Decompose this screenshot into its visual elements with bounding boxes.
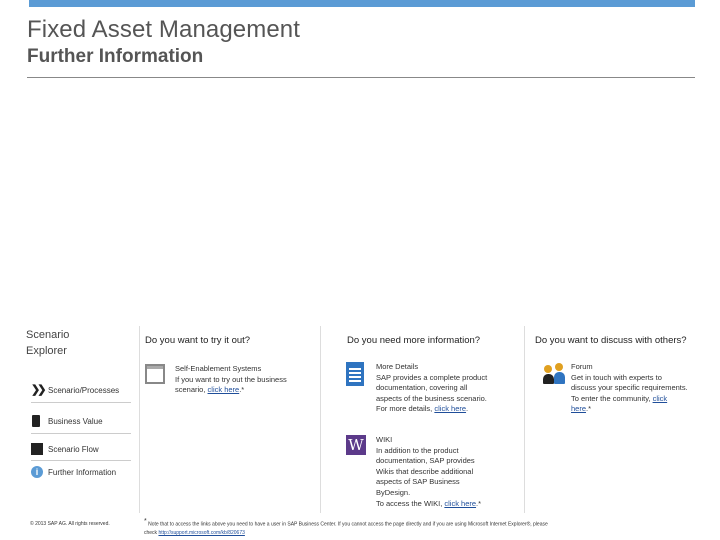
entry-line: Get in touch with experts to [571,372,662,382]
entry-title: Self-Enablement Systems [175,364,262,373]
entry-line: To enter the community, [571,393,653,403]
page-title: Fixed Asset Management [27,16,301,43]
entry-title: WIKI [376,435,393,444]
column-divider [139,326,140,513]
self-enablement-entry [145,364,287,396]
footnote [144,518,714,537]
person-head-icon [544,365,552,373]
nav-item-further-information[interactable] [31,466,116,478]
nav-item-scenario-flow[interactable] [31,443,99,455]
entry-line: aspects of the business scenario. [376,393,487,403]
entry-line: aspects of SAP Business [376,477,460,487]
window-icon [145,364,165,384]
forum-link[interactable]: click [652,393,668,403]
nav-label: Scenario/Processes [48,385,120,395]
entry-line: To access the WIKI, [376,498,445,508]
entry-line: documentation, SAP provides [376,456,475,466]
try-it-out-heading: Do you want to try it out? [145,335,251,346]
nav-item-business-value[interactable] [31,415,103,427]
nav-divider [31,433,131,434]
self-enablement-link[interactable]: click here [207,385,240,395]
monitor-icon [31,443,43,455]
footnote-text: Note that to access the links above you need to have a user in SAP Business Center. If you cannot access the page directly and if you are using Microsoft Internet Explorer®, please [148,521,548,528]
entry-line: Wikis that describe additional [376,466,474,476]
entry-line-suffix: .* [586,404,592,414]
forum-link[interactable]: here [571,404,587,414]
wiki-icon: W [346,435,366,455]
entry-line-suffix: . [466,404,469,414]
title-divider [27,77,695,78]
more-details-entry [346,362,487,415]
entry-line: documentation, covering all [376,383,468,393]
more-details-link[interactable]: click here [434,404,467,414]
entry-line: scenario, [175,385,208,395]
entry-line: In addition to the product [376,445,459,455]
entry-title: More Details [376,362,419,371]
scenario-explorer-heading [26,327,69,359]
wiki-entry [346,435,481,509]
nav-divider [31,402,131,403]
column-divider [320,326,321,513]
person-body-icon [554,372,565,384]
entry-line: discuss your specific requirements. [571,383,688,393]
entry-line: SAP provides a complete product [376,372,488,382]
sidebar-heading-line2: Explorer [26,345,67,357]
wiki-link[interactable]: click here [444,498,477,508]
footnote-marker: * [144,518,147,525]
entry-line: For more details, [376,404,435,414]
footnote-text: check [144,529,159,536]
nav-divider [31,460,131,461]
nav-label: Business Value [48,416,103,426]
entry-title: Forum [571,362,593,371]
person-head-icon [555,363,563,371]
entry-line: ByDesign. [376,487,411,497]
column-divider [524,326,525,513]
page-subtitle: Further Information [27,46,204,67]
entry-line: If you want to try out the business [175,374,287,384]
nav-item-scenario-processes[interactable] [31,384,119,396]
forum-entry [543,362,688,415]
phone-icon [32,415,40,427]
info-icon: i [31,466,43,478]
more-information-heading: Do you need more information? [347,335,481,346]
entry-line-suffix: .* [239,385,245,395]
document-icon [346,362,364,386]
copyright-notice: © 2013 SAP AG. All rights reserved. [30,521,110,527]
community-icon [543,362,565,384]
nav-label: Scenario Flow [48,444,99,454]
entry-line-suffix: .* [476,498,482,508]
discuss-heading: Do you want to discuss with others? [535,335,687,346]
nav-label: Further Information [48,467,117,477]
double-chevron-icon: ❯❯ [31,384,44,396]
person-body-icon [543,374,554,384]
top-accent-bar [29,0,695,7]
microsoft-kb-link[interactable]: http://support.microsoft.com/kb/820673 [158,529,245,536]
sidebar-heading-line1: Scenario [26,329,70,341]
